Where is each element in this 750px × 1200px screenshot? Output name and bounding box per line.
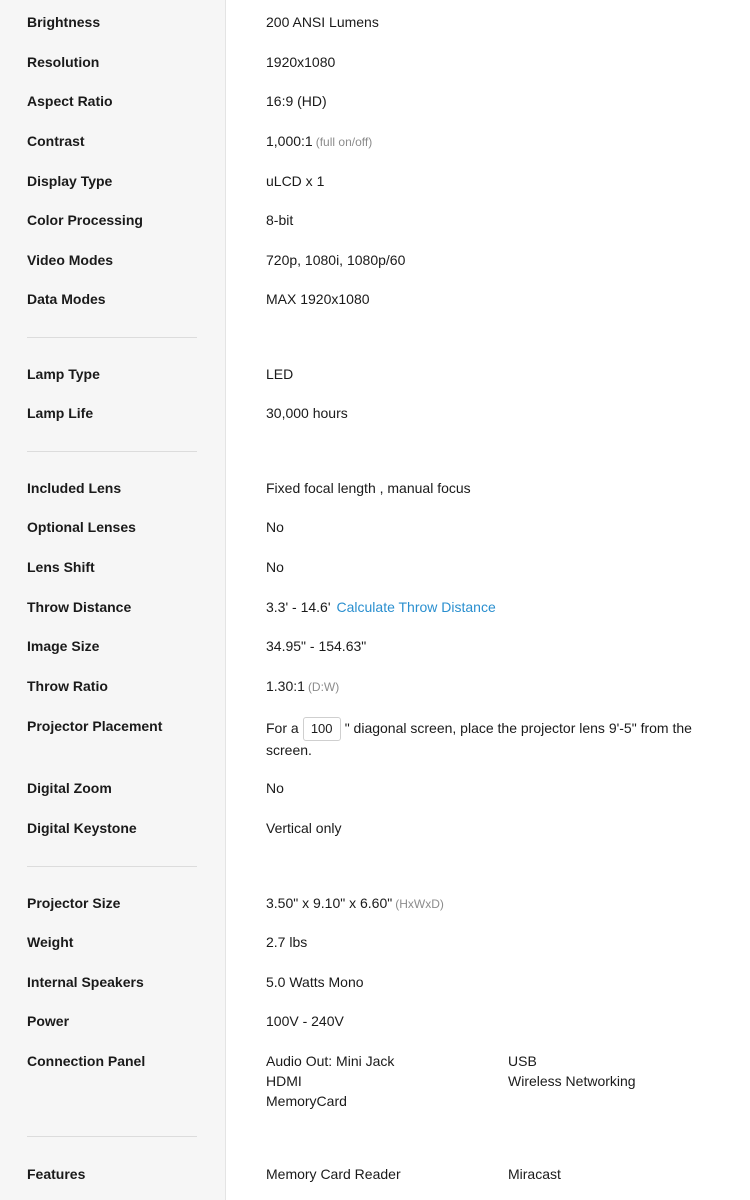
connection-list-right [508,1051,728,1091]
spec-label: Aspect Ratio [27,93,113,109]
connection-item: HDMI [266,1073,302,1089]
spec-value [266,597,726,617]
spec-label: Lens Shift [27,559,95,575]
calculate-throw-distance-link[interactable]: Calculate Throw Distance [336,599,496,615]
spec-value: 2.7 lbs [266,934,308,950]
features-list-left [266,1164,506,1184]
spec-value: 16:9 (HD) [266,93,327,109]
projector-size-note: (HxWxD) [395,897,444,911]
spec-label: Image Size [27,638,100,654]
spec-value: No [266,780,284,796]
section-divider [27,1136,197,1137]
spec-label: Internal Speakers [27,974,144,990]
features-list-right [508,1164,728,1184]
contrast-note: (full on/off) [315,135,373,149]
spec-label: Resolution [27,54,100,70]
spec-value: No [266,519,284,535]
spec-value: Vertical only [266,820,342,836]
spec-label: Power [27,1013,70,1029]
throw-distance-value: 3.3' - 14.6' [266,599,331,615]
spec-label: Brightness [27,14,101,30]
connection-item: USB [508,1053,537,1069]
spec-value: 30,000 hours [266,405,348,421]
spec-value: 1920x1080 [266,54,336,70]
spec-label: Lamp Life [27,405,94,421]
spec-label: Connection Panel [27,1053,146,1069]
placement-text-continued: screen. [266,742,312,758]
spec-value [266,676,726,697]
projector-size-value: 3.50" x 9.10" x 6.60" [266,895,393,911]
placement-prefix: For a [266,720,299,736]
spec-label: Weight [27,934,74,950]
spec-label: Digital Keystone [27,820,137,836]
connection-item: MemoryCard [266,1093,347,1109]
spec-value: 5.0 Watts Mono [266,974,364,990]
spec-value [266,716,726,760]
spec-label: Contrast [27,133,85,149]
spec-label: Throw Distance [27,599,132,615]
spec-value: LED [266,366,294,382]
spec-label: Digital Zoom [27,780,112,796]
feature-item: Memory Card Reader [266,1166,401,1182]
spec-label: Display Type [27,173,113,189]
section-divider [27,451,197,452]
section-divider [27,337,197,338]
spec-value: 100V - 240V [266,1013,344,1029]
spec-value: Fixed focal length , manual focus [266,480,471,496]
section-divider [27,866,197,867]
spec-value: 720p, 1080i, 1080p/60 [266,252,406,268]
spec-value: No [266,559,284,575]
connection-item: Audio Out: Mini Jack [266,1053,395,1069]
spec-label: Color Processing [27,212,143,228]
spec-label: Optional Lenses [27,519,136,535]
feature-item: Miracast [508,1166,561,1182]
spec-label: Projector Placement [27,718,163,734]
screen-size-input[interactable] [303,717,341,741]
spec-label: Features [27,1166,86,1182]
placement-text: " diagonal screen, place the projector lens 9'-5" from the [344,720,692,736]
spec-label: Included Lens [27,480,122,496]
connection-item: Wireless Networking [508,1073,636,1089]
connection-list-left [266,1051,506,1111]
spec-label: Projector Size [27,895,121,911]
spec-value: uLCD x 1 [266,173,325,189]
spec-value [266,131,726,152]
spec-label: Throw Ratio [27,678,108,694]
spec-label: Video Modes [27,252,114,268]
throw-ratio-note: (D:W) [307,680,340,694]
spec-value [266,1051,726,1111]
spec-value: 8-bit [266,212,294,228]
spec-value: MAX 1920x1080 [266,291,370,307]
spec-label: Data Modes [27,291,106,307]
spec-value: 34.95" - 154.63" [266,638,367,654]
spec-value [266,1164,726,1184]
throw-ratio-value: 1.30:1 [266,678,305,694]
spec-label: Lamp Type [27,366,100,382]
contrast-value: 1,000:1 [266,133,313,149]
spec-value [266,893,726,914]
spec-value: 200 ANSI Lumens [266,14,379,30]
